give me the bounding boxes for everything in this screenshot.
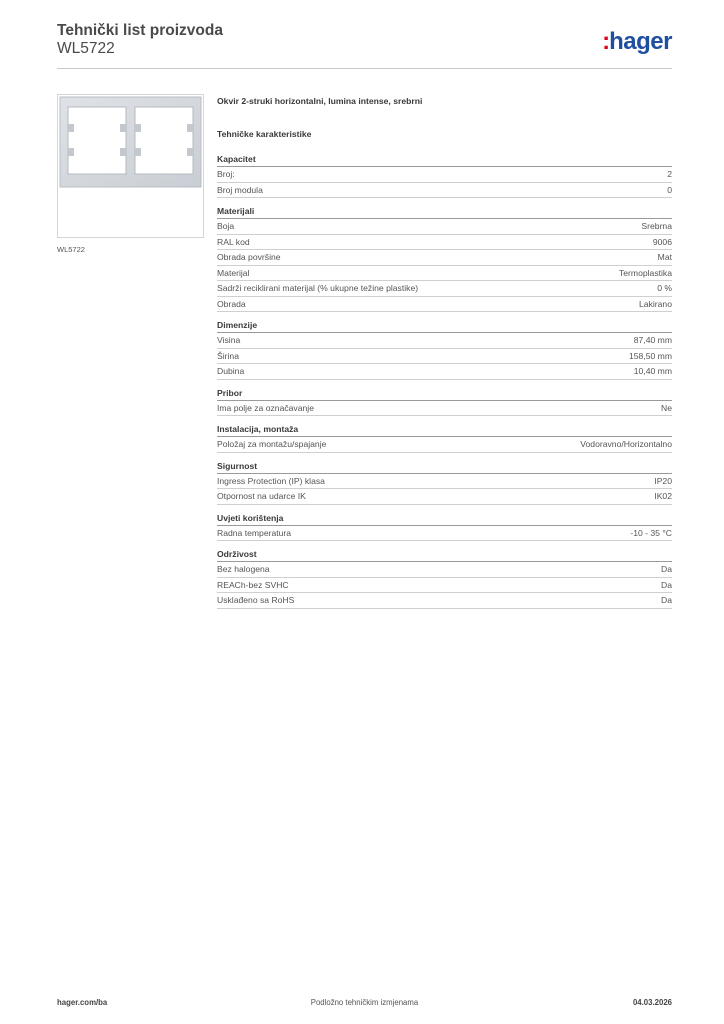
product-code: WL5722	[57, 40, 115, 57]
spec-value: Da	[661, 595, 672, 605]
spec-row	[217, 235, 672, 251]
spec-label: Usklađeno sa RoHS	[217, 595, 295, 605]
spec-label: Ima polje za označavanje	[217, 402, 314, 413]
spec-row	[217, 333, 672, 349]
section-title: Kapacitet	[217, 153, 672, 167]
spec-row	[217, 526, 672, 542]
spec-label: Otpornost na udarce IK	[217, 491, 306, 501]
spec-row	[217, 562, 672, 578]
spec-label: Sadrži reciklirani materijal (% ukupne težine plastike)	[217, 283, 419, 293]
product-specs	[217, 96, 672, 616]
spec-row	[217, 489, 672, 505]
spec-label: REACh-bez SVHC	[217, 579, 289, 590]
footer-website: hager.com/ba	[57, 998, 108, 1007]
spec-row	[217, 250, 672, 266]
footer-date: 04.03.2026	[632, 998, 672, 1007]
footer-note: Podložno tehničkim izmjenama	[310, 998, 419, 1007]
spec-label: Visina	[217, 335, 241, 345]
header-divider	[57, 68, 672, 69]
spec-value: Mat	[657, 252, 672, 262]
spec-value: 87,40 mm	[633, 335, 672, 345]
spec-value: IK02	[654, 491, 672, 501]
spec-label: RAL kod	[217, 236, 250, 247]
spec-label: Broj modula	[217, 184, 263, 195]
spec-value: Ne	[661, 402, 672, 413]
spec-row	[217, 219, 672, 235]
spec-row	[217, 183, 672, 199]
spec-label: Broj:	[217, 169, 235, 179]
document-title: Tehnički list proizvoda	[57, 22, 223, 39]
spec-section	[217, 512, 672, 542]
spec-label: Bez halogena	[217, 564, 270, 574]
spec-row	[217, 474, 672, 490]
spec-value: Lakirano	[639, 298, 672, 309]
spec-row	[217, 297, 672, 313]
spec-row	[217, 578, 672, 594]
spec-label: Obrada	[217, 298, 246, 309]
spec-value: 9006	[652, 236, 672, 247]
section-title: Sigurnost	[217, 460, 672, 474]
spec-value: Termoplastika	[618, 267, 672, 278]
spec-value: Srebrna	[641, 221, 672, 231]
spec-label: Radna temperatura	[217, 527, 292, 538]
characteristics-heading: Tehničke karakteristike	[217, 129, 312, 139]
hager-logo: :hager	[602, 28, 672, 55]
spec-row	[217, 281, 672, 297]
page-header	[57, 22, 672, 68]
spec-value: -10 - 35 °C	[630, 527, 672, 538]
spec-label: Materijal	[217, 267, 250, 278]
spec-row	[217, 364, 672, 380]
section-title: Materijali	[217, 205, 672, 219]
spec-label: Obrada površine	[217, 252, 281, 262]
logo-text: hager	[609, 28, 672, 55]
spec-value: IP20	[654, 475, 672, 486]
section-title: Uvjeti korištenja	[217, 512, 672, 526]
spec-label: Položaj za montažu/spajanje	[217, 439, 327, 449]
section-title: Dimenzije	[217, 319, 672, 333]
spec-section	[217, 548, 672, 609]
spec-row	[217, 437, 672, 453]
spec-value: 0	[667, 184, 672, 195]
spec-label: Ingress Protection (IP) klasa	[217, 475, 325, 486]
section-title: Pribor	[217, 387, 672, 401]
spec-sections	[217, 153, 672, 609]
spec-row	[217, 349, 672, 365]
image-caption: WL5722	[57, 245, 85, 254]
spec-section	[217, 205, 672, 312]
spec-value: 0 %	[657, 283, 672, 293]
spec-row	[217, 266, 672, 282]
spec-section	[217, 153, 672, 198]
spec-section	[217, 387, 672, 417]
section-title: Instalacija, montaža	[217, 423, 672, 437]
spec-label: Boja	[217, 221, 235, 231]
spec-row	[217, 401, 672, 417]
section-title: Održivost	[217, 548, 672, 562]
spec-value: Vodoravno/Horizontalno	[580, 439, 672, 449]
spec-label: Dubina	[217, 366, 245, 376]
product-description: Okvir 2-struki horizontalni, lumina intense, srebrni	[217, 96, 423, 106]
spec-value: 158,50 mm	[629, 350, 672, 361]
spec-value: Da	[661, 579, 672, 590]
spec-label: Širina	[217, 350, 239, 361]
spec-value: Da	[661, 564, 672, 574]
spec-section	[217, 460, 672, 505]
product-image	[57, 94, 204, 238]
spec-value: 2	[667, 169, 672, 179]
spec-row	[217, 593, 672, 609]
spec-section	[217, 319, 672, 380]
spec-value: 10,40 mm	[633, 366, 672, 376]
spec-row	[217, 167, 672, 183]
spec-section	[217, 423, 672, 453]
